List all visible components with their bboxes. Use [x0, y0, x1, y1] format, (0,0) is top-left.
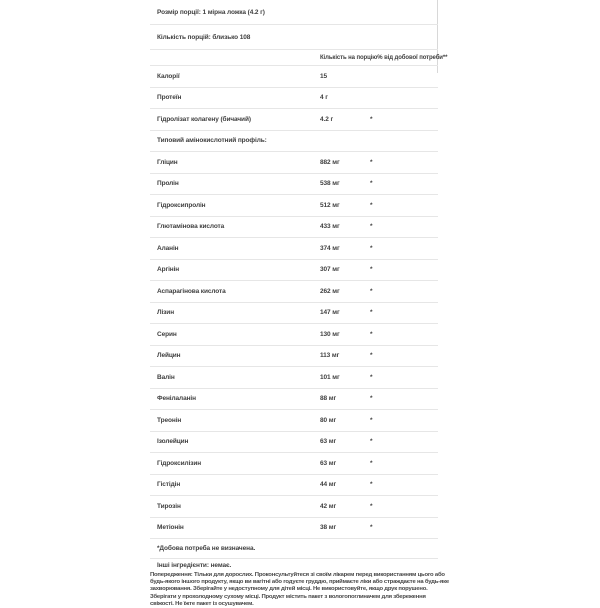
- supplement-facts-table: [150, 0, 448, 559]
- row-amount: 80 мг: [320, 416, 337, 424]
- row-dv: *: [370, 438, 373, 446]
- row-label: Протеїн: [157, 94, 182, 102]
- row-label: Глютамінова кислота: [157, 223, 225, 231]
- table-row: [150, 389, 438, 411]
- servings-per-container-row: [150, 25, 438, 50]
- warning-paragraph: Попередження: Тільки для дорослих. Проконсультуйтеся зі своїм лікарем перед використанням цього або будь-якого іншого продукту, якщо ви вагітні або годуєте груддю, приймаєте ліки або страждаєте на будь-яке захворювання. Зберігайте у недоступному для дітей місці. Не використовуйте, якщо друк порушено. Зберігати у прохолодному сухому місці. Продукт містить пакет з вологопоглиначем для збереження свіжості. Не їжте пакет із осушувачем.: [150, 572, 449, 607]
- table-row: [150, 324, 438, 346]
- row-dv: *: [370, 201, 373, 209]
- row-dv: *: [370, 309, 373, 317]
- row-dv: *: [370, 266, 373, 274]
- row-amount: 101 мг: [320, 373, 340, 381]
- row-label: Треонін: [157, 416, 182, 424]
- table-row: [150, 518, 438, 540]
- table-row: [150, 260, 438, 282]
- row-amount: 433 мг: [320, 223, 340, 231]
- row-label: Аланін: [157, 244, 179, 252]
- table-row: [150, 453, 438, 475]
- row-amount: 147 мг: [320, 309, 340, 317]
- row-label: Калорії: [157, 72, 180, 80]
- table-row: [150, 367, 438, 389]
- row-dv: *: [370, 115, 373, 123]
- row-amount: 38 мг: [320, 524, 337, 532]
- serving-size-row: [150, 0, 438, 25]
- row-label: Лейцин: [157, 352, 181, 360]
- row-amount: 512 мг: [320, 201, 340, 209]
- row-dv: *: [370, 330, 373, 338]
- footnote-row: [150, 539, 438, 559]
- row-label: Ізолейцин: [157, 438, 189, 446]
- row-dv: *: [370, 395, 373, 403]
- row-label: Гідроксипролін: [157, 201, 206, 209]
- row-label: Гліцин: [157, 158, 178, 166]
- row-amount: 307 мг: [320, 266, 340, 274]
- row-amount: 882 мг: [320, 158, 340, 166]
- row-amount: 63 мг: [320, 459, 337, 467]
- row-amount: 42 мг: [320, 502, 337, 510]
- column-header-daily-value: % від добової потреби**: [377, 54, 448, 61]
- row-amount: 15: [320, 72, 328, 80]
- row-amount: 262 мг: [320, 287, 340, 295]
- row-label: Серин: [157, 330, 177, 338]
- table-rows: [150, 66, 438, 539]
- serving-size-text: Розмір порції: 1 мірна ложка (4.2 г): [157, 8, 265, 16]
- table-row: [150, 152, 438, 174]
- row-dv: *: [370, 287, 373, 295]
- row-amount: 374 мг: [320, 244, 340, 252]
- row-dv: *: [370, 459, 373, 467]
- table-row: [150, 109, 438, 131]
- row-label: Тирозін: [157, 502, 181, 510]
- row-amount: 4 г: [320, 94, 328, 102]
- row-dv: *: [370, 158, 373, 166]
- table-row: [150, 346, 438, 368]
- row-label: Лізин: [157, 309, 175, 317]
- table-row: [150, 432, 438, 454]
- row-amount: 113 мг: [320, 352, 340, 360]
- servings-per-container-text: Кількість порцій: близько 108: [157, 33, 251, 41]
- row-label: Фенілаланін: [157, 395, 196, 403]
- row-dv: *: [370, 244, 373, 252]
- table-row: [150, 174, 438, 196]
- row-dv: *: [370, 180, 373, 188]
- row-label: Аспарагінова кислота: [157, 287, 226, 295]
- column-headers-row: [150, 50, 448, 66]
- table-row: [150, 303, 438, 325]
- row-label: Гідролізат колагену (бичачий): [157, 115, 251, 123]
- column-header-amount: Кількість на порцію: [320, 54, 378, 61]
- row-label: Валін: [157, 373, 175, 381]
- row-dv: *: [370, 416, 373, 424]
- row-label: Типовий амінокислотний профіль:: [157, 137, 267, 145]
- table-row: [150, 131, 438, 153]
- table-row: [150, 281, 438, 303]
- row-label: Гістідін: [157, 481, 181, 489]
- row-label: Пролін: [157, 180, 179, 188]
- row-dv: *: [370, 223, 373, 231]
- row-amount: 4.2 г: [320, 115, 334, 123]
- row-dv: *: [370, 481, 373, 489]
- row-amount: 538 мг: [320, 180, 340, 188]
- row-amount: 63 мг: [320, 438, 337, 446]
- row-label: Гідроксилізин: [157, 459, 202, 467]
- table-row: [150, 410, 438, 432]
- row-dv: *: [370, 524, 373, 532]
- row-dv: *: [370, 352, 373, 360]
- table-row: [150, 195, 438, 217]
- table-row: [150, 88, 438, 110]
- row-dv: *: [370, 502, 373, 510]
- row-amount: 88 мг: [320, 395, 337, 403]
- footnote-text: *Добова потреба не визначена.: [157, 545, 256, 552]
- table-row: [150, 66, 438, 88]
- row-dv: *: [370, 373, 373, 381]
- table-row: [150, 238, 438, 260]
- row-amount: 130 мг: [320, 330, 340, 338]
- table-row: [150, 217, 438, 239]
- row-label: Аргінін: [157, 266, 180, 274]
- row-amount: 44 мг: [320, 481, 337, 489]
- table-row: [150, 475, 438, 497]
- row-label: Метіонін: [157, 524, 184, 532]
- other-ingredients-line: Інші інгредієнти: немає.: [157, 562, 232, 569]
- table-row: [150, 496, 438, 518]
